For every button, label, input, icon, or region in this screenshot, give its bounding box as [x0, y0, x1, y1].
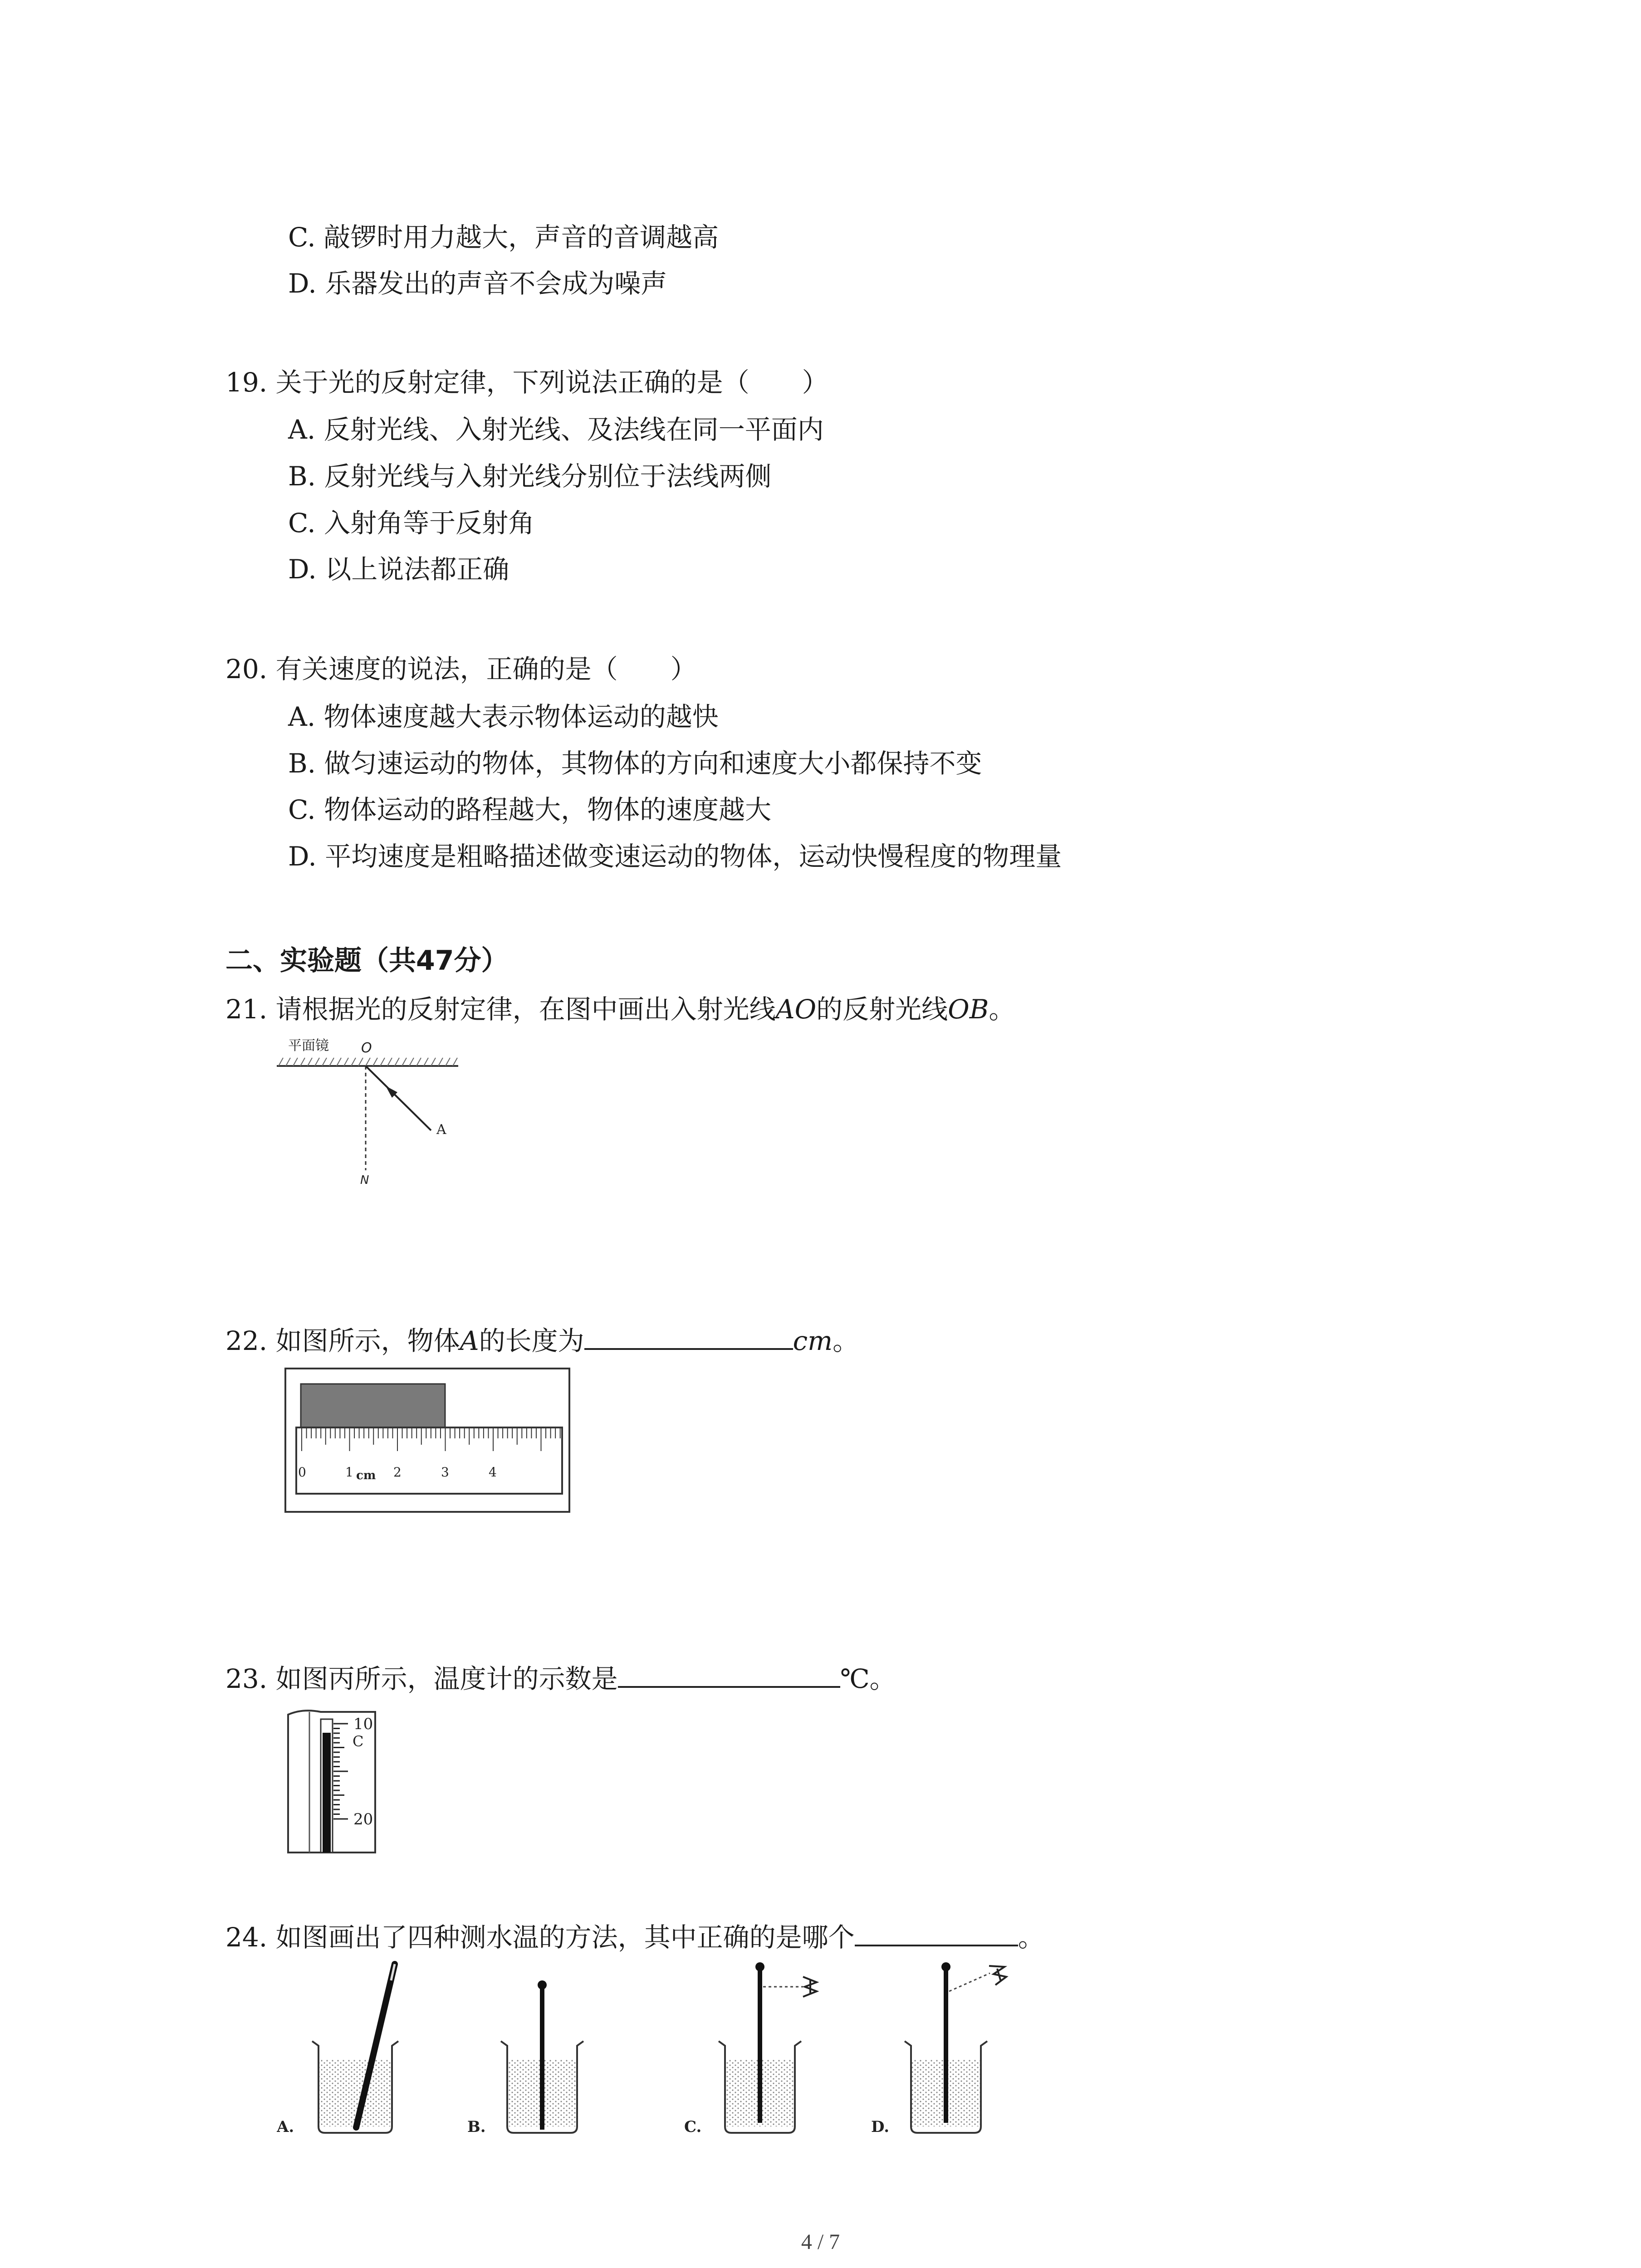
label-d: D. [871, 2118, 890, 2136]
thermometer-liquid-column [323, 1733, 331, 1853]
q21-ray-out: OB [948, 994, 989, 1025]
thermometer-b-top [538, 1980, 547, 1989]
thermometer-d-top [941, 1962, 950, 1971]
incident-ray [366, 1066, 431, 1130]
q23-answer-blank[interactable] [618, 1662, 840, 1688]
mirror-hatching [279, 1058, 457, 1066]
thermometer-label-bottom: 20 [353, 1810, 373, 1828]
q23-stem-pre: 23. 如图丙所示，温度计的示数是 [225, 1663, 618, 1694]
page-number: 4 / 7 [801, 2230, 840, 2254]
ruler-unit-label: cm [356, 1469, 376, 1482]
q19-option-b: B. 反射光线与入射光线分别位于法线两侧 [288, 461, 772, 492]
q22-stem [225, 1325, 859, 1357]
q19-stem: 19. 关于光的反射定律，下列说法正确的是（ ） [225, 367, 828, 398]
q22-answer-blank[interactable] [584, 1325, 793, 1350]
beaker-d [871, 1962, 1006, 2136]
q23-stem [225, 1662, 896, 1695]
q20-option-b: B. 做匀速运动的物体，其物体的方向和速度大小都保持不变 [288, 748, 982, 779]
ruler-label-2: 2 [393, 1465, 402, 1480]
q18-option-d: D. 乐器发出的声音不会成为噪声 [288, 268, 667, 299]
ruler-label-0: 0 [298, 1465, 306, 1480]
q22-unit: cm [793, 1325, 833, 1356]
q20-option-a: A. 物体速度越大表示物体运动的越快 [288, 701, 719, 732]
thermometer-figure [284, 1706, 380, 1855]
q19-option-a: A. 反射光线、入射光线、及法线在同一平面内 [288, 414, 824, 445]
water-temperature-methods-figure [277, 1955, 1025, 2146]
q22-stem-pre: 22. 如图所示，物体 [225, 1325, 460, 1356]
q21-stem-mid: 的反射光线 [816, 994, 948, 1025]
q24-stem-end: 。 [1018, 1922, 1044, 1953]
beaker-c [684, 1962, 817, 2136]
reflection-diagram [272, 1034, 463, 1188]
label-b: B. [467, 2118, 486, 2136]
beaker-a [277, 1964, 398, 2136]
label-a: A. [277, 2118, 294, 2136]
point-a-label: A [436, 1122, 446, 1138]
section-title: 二、实验题（共47分） [225, 945, 509, 977]
q19-option-d: D. 以上说法都正确 [288, 554, 509, 585]
q19-option-c: C. 入射角等于反射角 [288, 508, 535, 538]
q18-option-c: C. 敲锣时用力越大，声音的音调越高 [288, 222, 719, 253]
beaker-a-water [318, 2059, 392, 2126]
q23-stem-end: ℃。 [840, 1663, 896, 1694]
ruler-figure [284, 1368, 570, 1513]
label-c: C. [684, 2118, 702, 2136]
q22-stem-mid: 的长度为 [479, 1325, 584, 1356]
q24-stem [225, 1921, 1044, 1953]
q24-answer-blank[interactable] [855, 1921, 1018, 1946]
ruler-label-3: 3 [441, 1465, 449, 1480]
q20-option-d: D. 平均速度是粗略描述做变速运动的物体，运动快慢程度的物理量 [288, 841, 1062, 872]
q20-option-c: C. 物体运动的路程越大，物体的速度越大 [288, 794, 772, 825]
point-n-label: N [360, 1173, 369, 1187]
q21-stem [225, 993, 1015, 1025]
thermometer-label-top: 10 [353, 1715, 373, 1733]
point-o-label: O [361, 1040, 372, 1056]
mirror-label: 平面镜 [288, 1038, 329, 1054]
ruler-label-1: 1 [345, 1465, 353, 1480]
thermometer-unit: C [353, 1733, 364, 1750]
eye-c-icon [803, 1977, 817, 1997]
q22-stem-end: 。 [833, 1325, 859, 1356]
sight-line-d [949, 1973, 990, 1991]
q21-ray-in: AO [775, 994, 817, 1025]
q24-stem-pre: 24. 如图画出了四种测水温的方法，其中正确的是哪个 [225, 1922, 855, 1953]
ruler-label-4: 4 [489, 1465, 497, 1480]
eye-d-icon [989, 1966, 1006, 1985]
q20-stem: 20. 有关速度的说法，正确的是（ ） [225, 654, 697, 684]
thermometer-c-top [755, 1962, 764, 1971]
q21-stem-pre: 21. 请根据光的反射定律，在图中画出入射光线 [225, 994, 776, 1025]
beaker-b [467, 1980, 583, 2136]
object-a-block [301, 1384, 445, 1427]
q22-object: A [460, 1325, 479, 1356]
q21-stem-end: 。 [989, 994, 1015, 1025]
